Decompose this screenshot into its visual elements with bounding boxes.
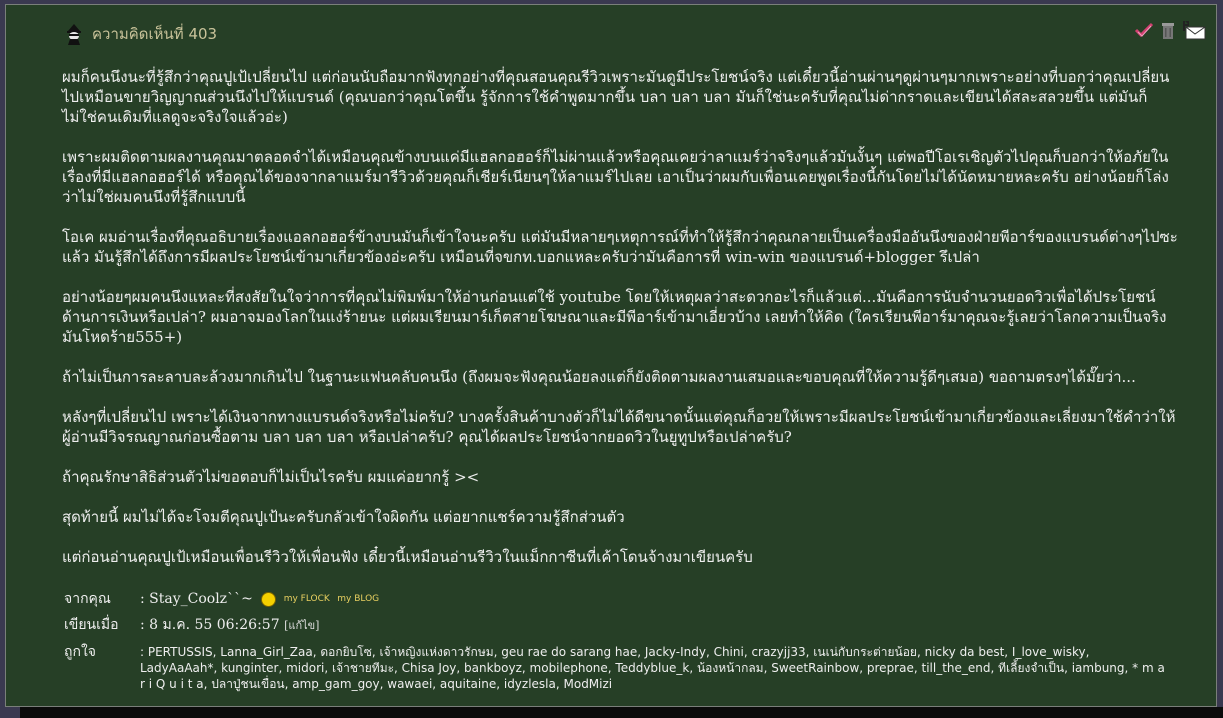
likes-label: ถูกใจ — [64, 644, 96, 660]
written-row — [64, 615, 1184, 636]
smiley-icon — [261, 592, 276, 607]
my-flock-badge[interactable]: my FLOCK — [283, 594, 330, 604]
trash-icon[interactable] — [1158, 20, 1178, 40]
author-label: จากคุณ — [64, 591, 111, 607]
comment-paragraph: เพราะผมติดตามผลงานคุณมาตลอดจำได้เหมือนคุณข้างบนแค่มีแฮลกอฮอร์ก็ไม่ผ่านแล้วหรือคุณเคยว่าลาแมร์ว่าจริงๆแล้วมันงั้นๆ แต่พอปีโอเรเชิญตัวไปคุณก็บอกว่าให้อภัยในเรื่องที่มีแฮลกอฮอร์ได้ หรือคุณได้ของจากลาแมร์มารีวิวด้วยคุณก็เชียร์เนียนๆให้ลาแมร์ไปเลย เอาเป็นว่าผมกับเพื่อนเคยพูดเรื่องนี้กันโดยไม่ได้นัดหมายหละครับ อย่างน้อยก็โล่งว่าไม่ใช่ผมคนนึงที่รู้สึกแบบนี้ — [62, 148, 1169, 206]
comment-actions — [1134, 20, 1206, 40]
written-time: : 8 ม.ค. 55 06:26:57 — [140, 617, 280, 633]
bottom-bar — [20, 707, 1223, 718]
comment-paragraph: แต่ก่อนอ่านคุณปูเป้เหมือนเพื่อนรีวิวให้เพื่อนฟัง เดี๋ยวนี้เหมือนอ่านรีวิวในแม็กกาซีนที่เค้าโดนจ้างมาเขียนครับ — [62, 548, 753, 566]
comment-paragraph: โอเค ผมอ่านเรื่องที่คุณอธิบายเรื่องแอลกอฮอร์ข้างบนมันก็เข้าใจนะครับ แต่มันมีหลายๆเหตุการณ์ที่ทำให้รู้สึกว่าคุณกลายเป็นเครื่องมืออันนึงของฝ่ายพีอาร์ของแบรนด์ต่างๆไปซะแล้ว มันรู้สึกได้ถึงการมีผลประโยชน์เข้ามาเกี่ยวข้องอ่ะครับ เหมือนที่จขกท.บอกแหละครับว่ามันคือการที่ win-win ของแบรนด์+blogger รึเปล่า — [62, 228, 1178, 266]
comment-meta — [64, 589, 1184, 698]
comment-paragraph: อย่างน้อยๆผมคนนึงแหละที่สงสัยในใจว่าการที่คุณไม่พิมพ์มาให้อ่านก่อนแต่ใช้ youtube โดยให้เหตุผลว่าสะดวกอะไรก็แล้วแต่...มันคือการนับจำนวนยอดวิวเพื่อได้ประโยชน์ด้านการเงินหรือเปล่า? ผมอาจมองโลกในแง่ร้ายนะ แต่ผมเรียนมาร์เก็ตสายโฆษณาและมีพีอาร์เข้ามาเอี่ยวบ้าง เลยทำให้คิด (ใครเรียนพีอาร์มาคุณจะรู้เลยว่าโลกความเป็นจริงมันโหดร้าย555+) — [62, 288, 1167, 346]
comment-paragraph: หลังๆที่เปลี่ยนไป เพราะได้เงินจากทางแบรนด์จริงหรือไม่ครับ? บางครั้งสินค้าบางตัวก็ไม่ได้ดีขนาดนั้นแต่คุณก็อวยให้เพราะมีผลประโยชน์เข้ามาเกี่ยวข้องและเลี่ยงมาใช้คำว่าให้ผู้อ่านมีวิจรณญาณก่อนซื้อตาม บลา บลา บลา หรือเปล่าครับ? คุณได้ผลประโยชน์จากยอดวิวในยูทูปหรือเปล่าครับ? — [62, 408, 1176, 446]
my-blog-badge[interactable]: my BLOG — [337, 594, 380, 604]
comment-paragraph: ถ้าคุณรักษาสิธิส่วนตัวไม่ขอตอบก็ไม่เป็นไรครับ ผมแค่อยากรู้ >< — [62, 468, 480, 486]
like-check-icon[interactable] — [1134, 20, 1154, 40]
comment-header — [64, 21, 217, 47]
author-name[interactable]: : Stay_Coolz``~ — [140, 591, 253, 607]
pm-mail-icon[interactable] — [1182, 20, 1206, 40]
written-label: เขียนเมื่อ — [64, 617, 119, 633]
likes-row — [64, 642, 1184, 692]
comment-paragraph: ผมก็คนนึงนะที่รู้สึกว่าคุณปูเป้เปลี่ยนไป แต่ก่อนนับถือมากฟังทุกอย่างที่คุณสอนคุณรีวิวเพราะมันดูมีประโยชน์จริง แต่เดี๋ยวนี้อ่านผ่านๆดูผ่านๆมากเพราะอย่างที่บอกว่าคุณเปลี่ยนไปเหมือนขายวิญญาณส่วนนึงไปให้แบรนด์ (คุณบอกว่าคุณโตขึ้น รู้จักการใช้คำพูดมากขึ้น บลา บลา บลา มันก็ใช่นะครับที่คุณไม่ด่ากราดและเขียนได้สละสลวยขึ้น แต่มันก็ไม่ใช่คนเดิมที่แลดูจะจริงใจแล้วอ่ะ) — [62, 68, 1170, 126]
comment-panel — [5, 4, 1217, 707]
written-value — [140, 615, 319, 636]
author-row — [64, 589, 1184, 609]
likes-list: : PERTUSSIS, Lanna_Girl_Zaa, ดอกยิบโซ, เจ้าหญิงแห่งดาวรักษม, geu rae do sarang hae, Jacky-Indy, Chini, crazyjj33, เนเน่กับกระต่ายน้อย, nicky da best, I_love_wisky, LadyAaAah*, kunginter, midori, เจ้าชายทีมะ, Chisa Joy, bankboyz, mobilephone, Teddyblue_k, น้องหน้ากลม, SweetRainbow, preprae, till_the_end, ทีเลี้ยงจำเป็น, iambung, * m a r i Q u i t a, ปลาปู่ชนเขื่อน, amp_gam_goy, wawaei, aquitaine, idyzlesla, ModMizi — [140, 645, 1165, 691]
edit-link[interactable]: [แก้ไข] — [284, 619, 320, 632]
comment-paragraph: สุดท้ายนี้ ผมไม่ได้จะโจมตีคุณปูเป้นะครับกลัวเข้าใจผิดกัน แต่อยากแชร์ความรู้สึกส่วนตัว — [62, 508, 625, 526]
spy-icon — [64, 23, 84, 45]
comment-number: ความคิดเห็นที่ 403 — [92, 25, 218, 43]
comment-paragraph: ถ้าไม่เป็นการละลาบละล้วงมากเกินไป ในฐานะแฟนคลับคนนึง (ถึงผมจะฟังคุณน้อยลงแต่ก็ยังติดตามผลงานเสมอและขอบคุณที่ให้ความรู้ดีๆเสมอ) ขอถามตรงๆได้มั๊ยว่า... — [62, 368, 1136, 386]
comment-body — [62, 67, 1182, 587]
author-value — [140, 589, 379, 609]
